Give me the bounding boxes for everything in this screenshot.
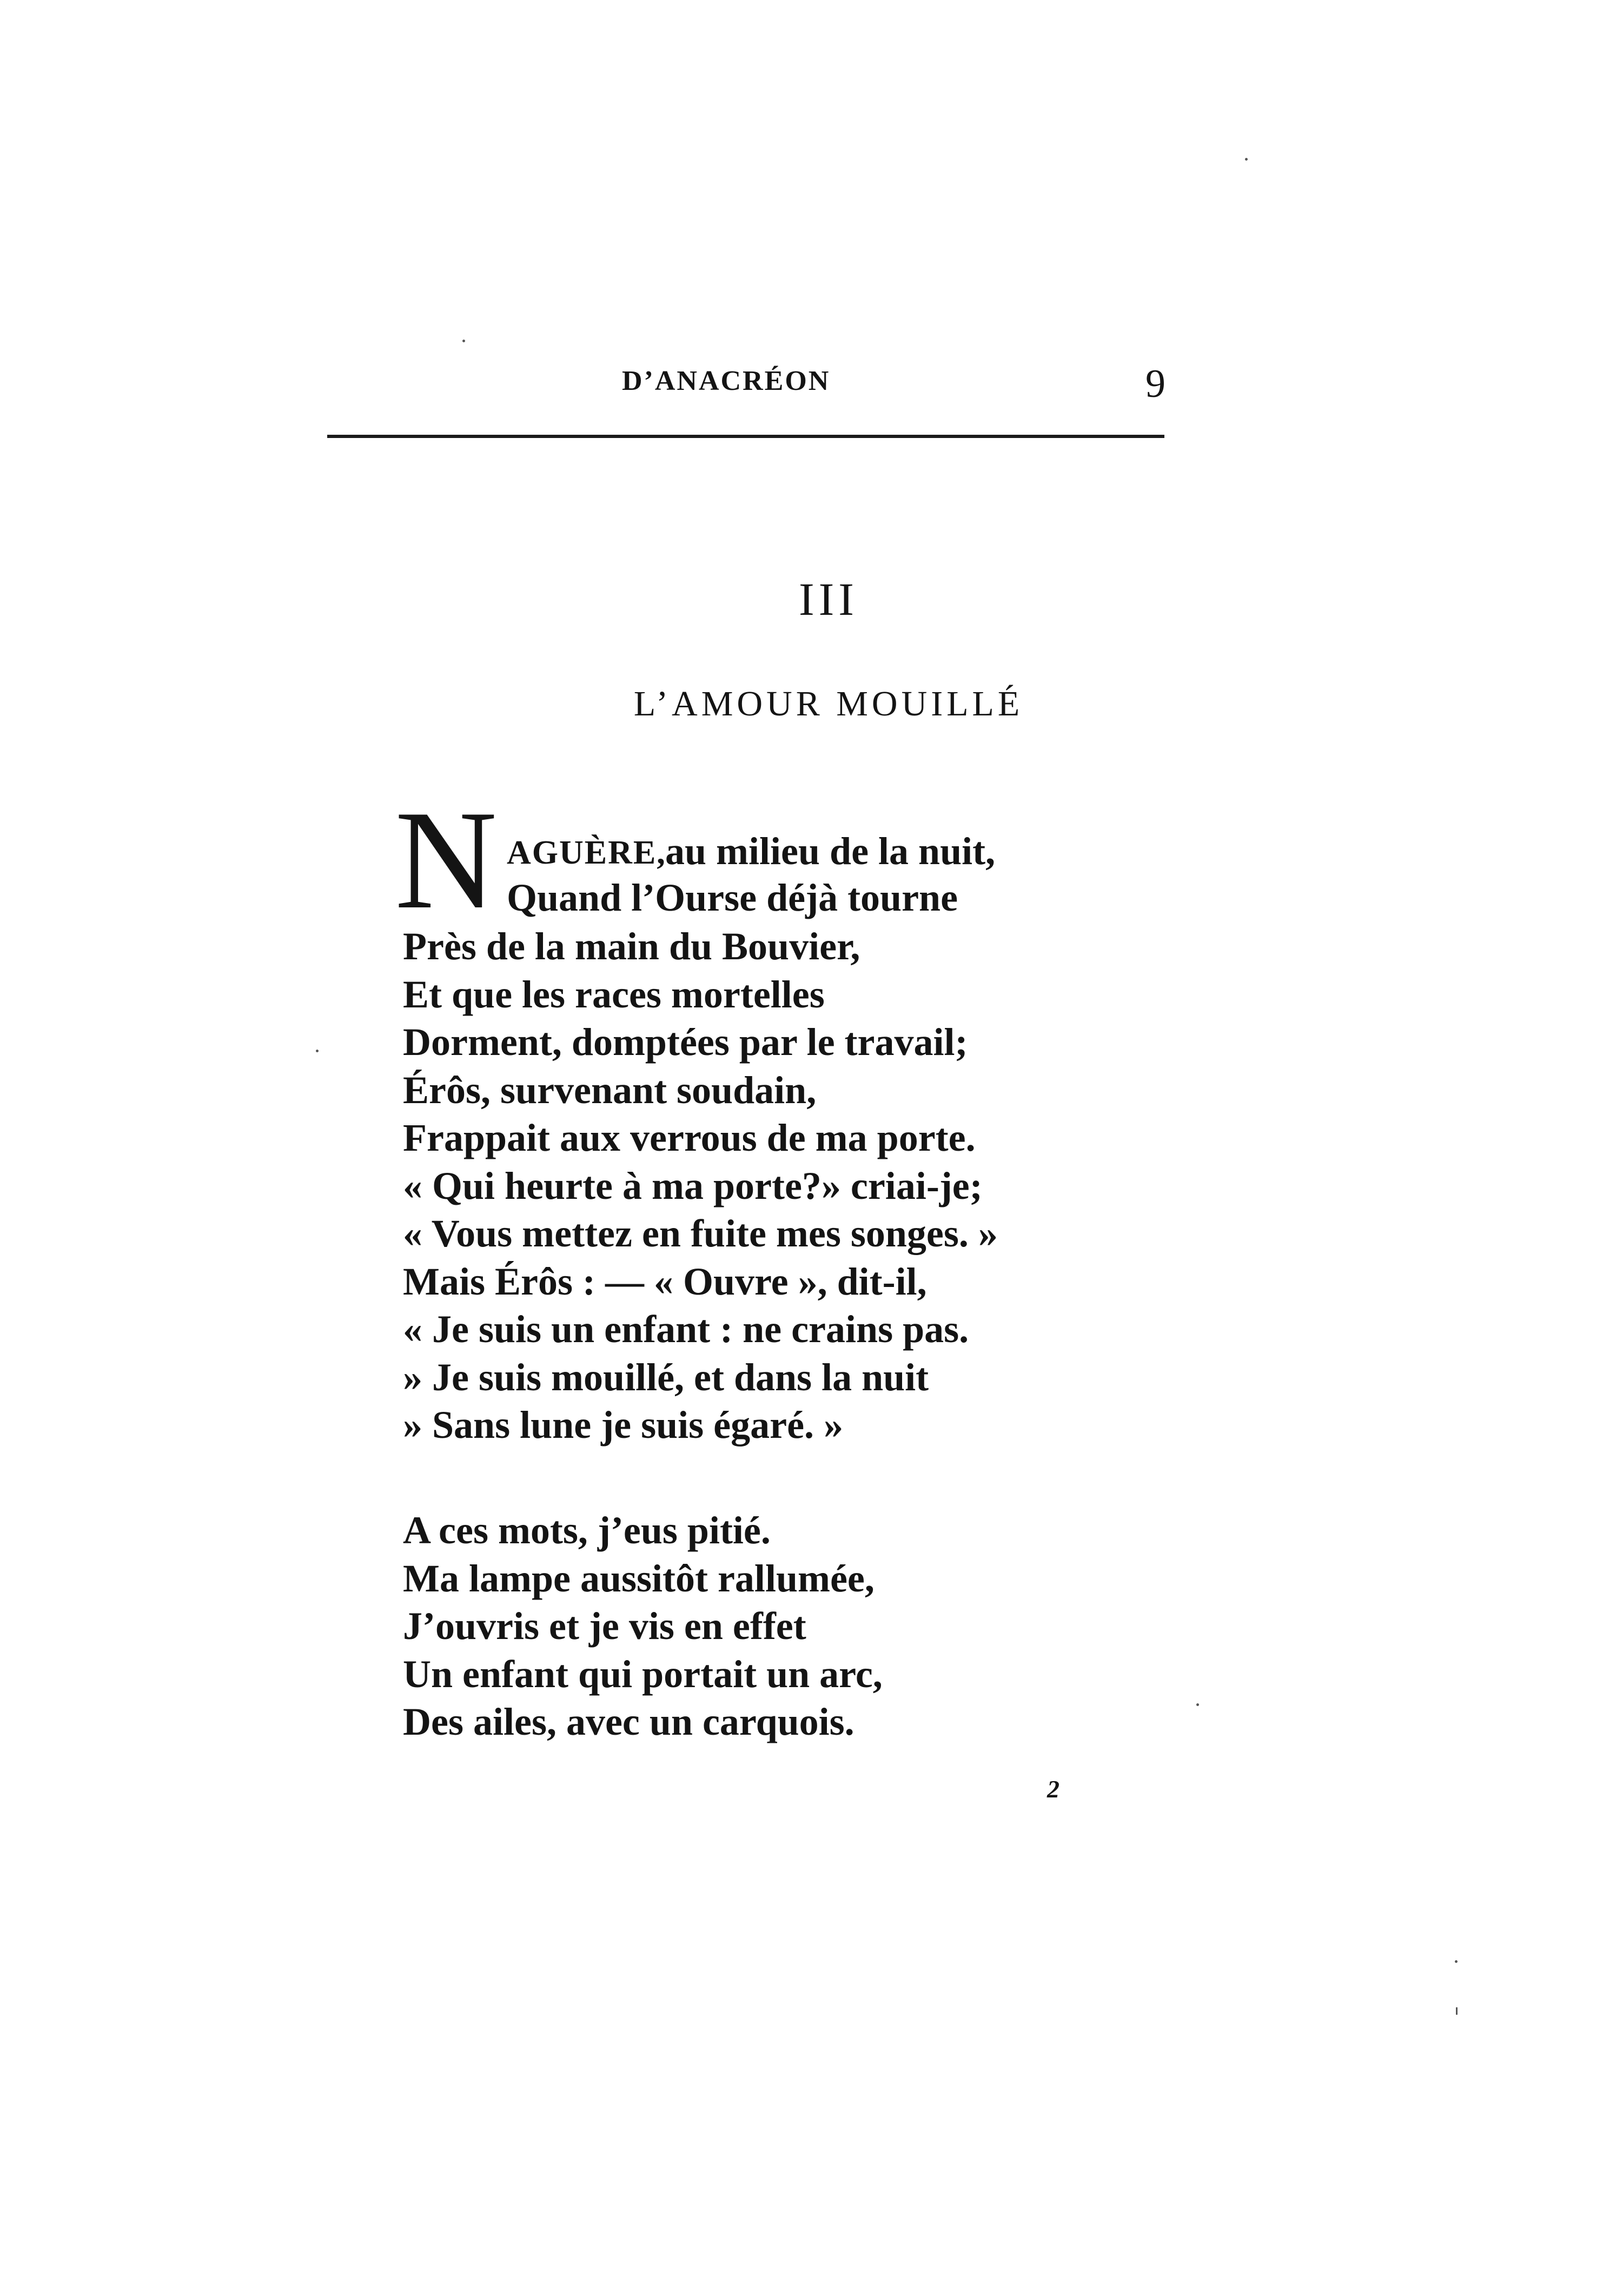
poem-line: » Sans lune je suis égaré. » <box>403 1403 844 1446</box>
poem-line-2: Quand l’Ourse déjà tourne <box>507 876 958 919</box>
page-number: 9 <box>1145 362 1165 406</box>
stanza-1 <box>403 923 998 1449</box>
signature-mark: 2 <box>1047 1775 1059 1803</box>
poem-line: Et que les races mortelles <box>403 972 825 1016</box>
stanza-2 <box>403 1507 883 1746</box>
poem-line: Érôs, survenant soudain, <box>403 1068 817 1112</box>
poem-numeral: III <box>799 573 858 625</box>
poem-line: J’ouvris et je vis en effet <box>403 1604 806 1648</box>
poem-line: Frappait aux verrous de ma porte. <box>403 1116 976 1159</box>
poem-line: Un enfant qui portait un arc, <box>403 1652 883 1696</box>
paper-speck <box>316 1050 319 1052</box>
poem-line: Dorment, domptées par le travail; <box>403 1020 968 1064</box>
drop-cap: N <box>395 781 498 938</box>
poem-title: L’AMOUR MOUILLÉ <box>633 684 1024 724</box>
first-word-small-caps: AGUÈRE, <box>507 834 666 871</box>
poem-line: Des ailes, avec un carquois. <box>403 1700 855 1743</box>
poem-line: « Je suis un enfant : ne crains pas. <box>403 1308 969 1351</box>
paper-speck <box>1455 1960 1458 1963</box>
poem-line-1-rest: au milieu de la nuit, <box>665 830 996 873</box>
paper-speck <box>1196 1703 1199 1706</box>
running-head: D’ANACRÉON <box>622 366 831 396</box>
poem-line: A ces mots, j’eus pitié. <box>403 1509 771 1552</box>
poem-line: Ma lampe aussitôt rallumée, <box>403 1556 875 1600</box>
poem-line: Près de la main du Bouvier, <box>403 925 860 968</box>
poem-line: » Je suis mouillé, et dans la nuit <box>403 1355 929 1399</box>
poem-line: Mais Érôs : — « Ouvre », dit-il, <box>403 1259 927 1303</box>
poem-line: « Vous mettez en fuite mes songes. » <box>403 1212 998 1255</box>
paper-speck <box>1456 2007 1458 2015</box>
paper-speck <box>1245 158 1248 161</box>
poem-line: « Qui heurte à ma porte?» criai-je; <box>403 1164 983 1207</box>
paper-speck <box>462 340 465 342</box>
header-rule <box>327 435 1164 438</box>
